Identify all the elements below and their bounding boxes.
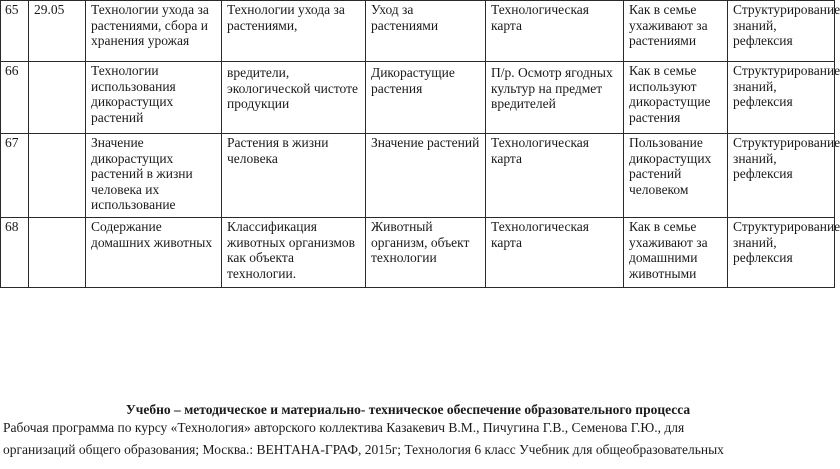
table-row xyxy=(1,218,835,288)
lesson-practice: Технологическая карта xyxy=(486,1,624,62)
lesson-number: 67 xyxy=(1,134,29,218)
lesson-topic: Технологии использования дикорастущих растений xyxy=(86,62,222,134)
lesson-reflection: Структурирование знаний, рефлексия xyxy=(728,1,835,62)
lesson-date xyxy=(29,62,86,134)
lesson-practice: Технологическая карта xyxy=(486,134,624,218)
lesson-concept: Дикорастущие растения xyxy=(366,62,486,134)
lesson-family: Как в семье ухаживают за растениями xyxy=(624,1,728,62)
lesson-family: Как в семье используют дикорастущие растения xyxy=(624,62,728,134)
lesson-concept: Значение растений xyxy=(366,134,486,218)
lesson-reflection: Структурирование знаний, рефлексия xyxy=(728,62,835,134)
lesson-content: Растения в жизни человека xyxy=(222,134,366,218)
lesson-date xyxy=(29,134,86,218)
lesson-practice: Технологическая карта xyxy=(486,218,624,288)
section-heading: Учебно – методическое и материально- техническое обеспечение образовательного процесса xyxy=(125,402,691,417)
footer-text-line: Рабочая программа по курсу «Технология» авторского коллектива Казакевич В.М., Пичугина Г.В., Семенова Г.Ю., для xyxy=(3,420,685,435)
lesson-concept: Животный организм, объект технологии xyxy=(366,218,486,288)
lesson-content: Классификация животных организмов как объекта технологии. xyxy=(222,218,366,288)
lesson-topic: Содержание домашних животных xyxy=(86,218,222,288)
lesson-content: вредители, экологической чистоте продукции xyxy=(222,62,366,134)
lesson-family: Как в семье ухаживают за домашними животными xyxy=(624,218,728,288)
lesson-practice: П/р. Осмотр ягодных культур на предмет вредителей xyxy=(486,62,624,134)
lesson-date xyxy=(29,218,86,288)
lesson-number: 66 xyxy=(1,62,29,134)
lesson-concept: Уход за растениями xyxy=(366,1,486,62)
table-row xyxy=(1,62,835,134)
lesson-content: Технологии ухода за растениями, xyxy=(222,1,366,62)
lesson-topic: Значение дикорастущих растений в жизни человека их использование xyxy=(86,134,222,218)
table-row xyxy=(1,1,835,62)
table-row xyxy=(1,134,835,218)
lesson-topic: Технологии ухода за растениями, сбора и хранения урожая xyxy=(86,1,222,62)
lesson-family: Пользование дикорастущих растений человеком xyxy=(624,134,728,218)
lesson-reflection: Структурирование знаний, рефлексия xyxy=(728,218,835,288)
lesson-number: 68 xyxy=(1,218,29,288)
lesson-number: 65 xyxy=(1,1,29,62)
lesson-date: 29.05 xyxy=(29,1,86,62)
lesson-reflection: Структурирование знаний, рефлексия xyxy=(728,134,835,218)
footer-text-line: организаций общего образования; Москва.: ВЕНТАНА-ГРАФ, 2015г; Технология 6 класс Учебник для общеобразовательных xyxy=(3,442,724,457)
